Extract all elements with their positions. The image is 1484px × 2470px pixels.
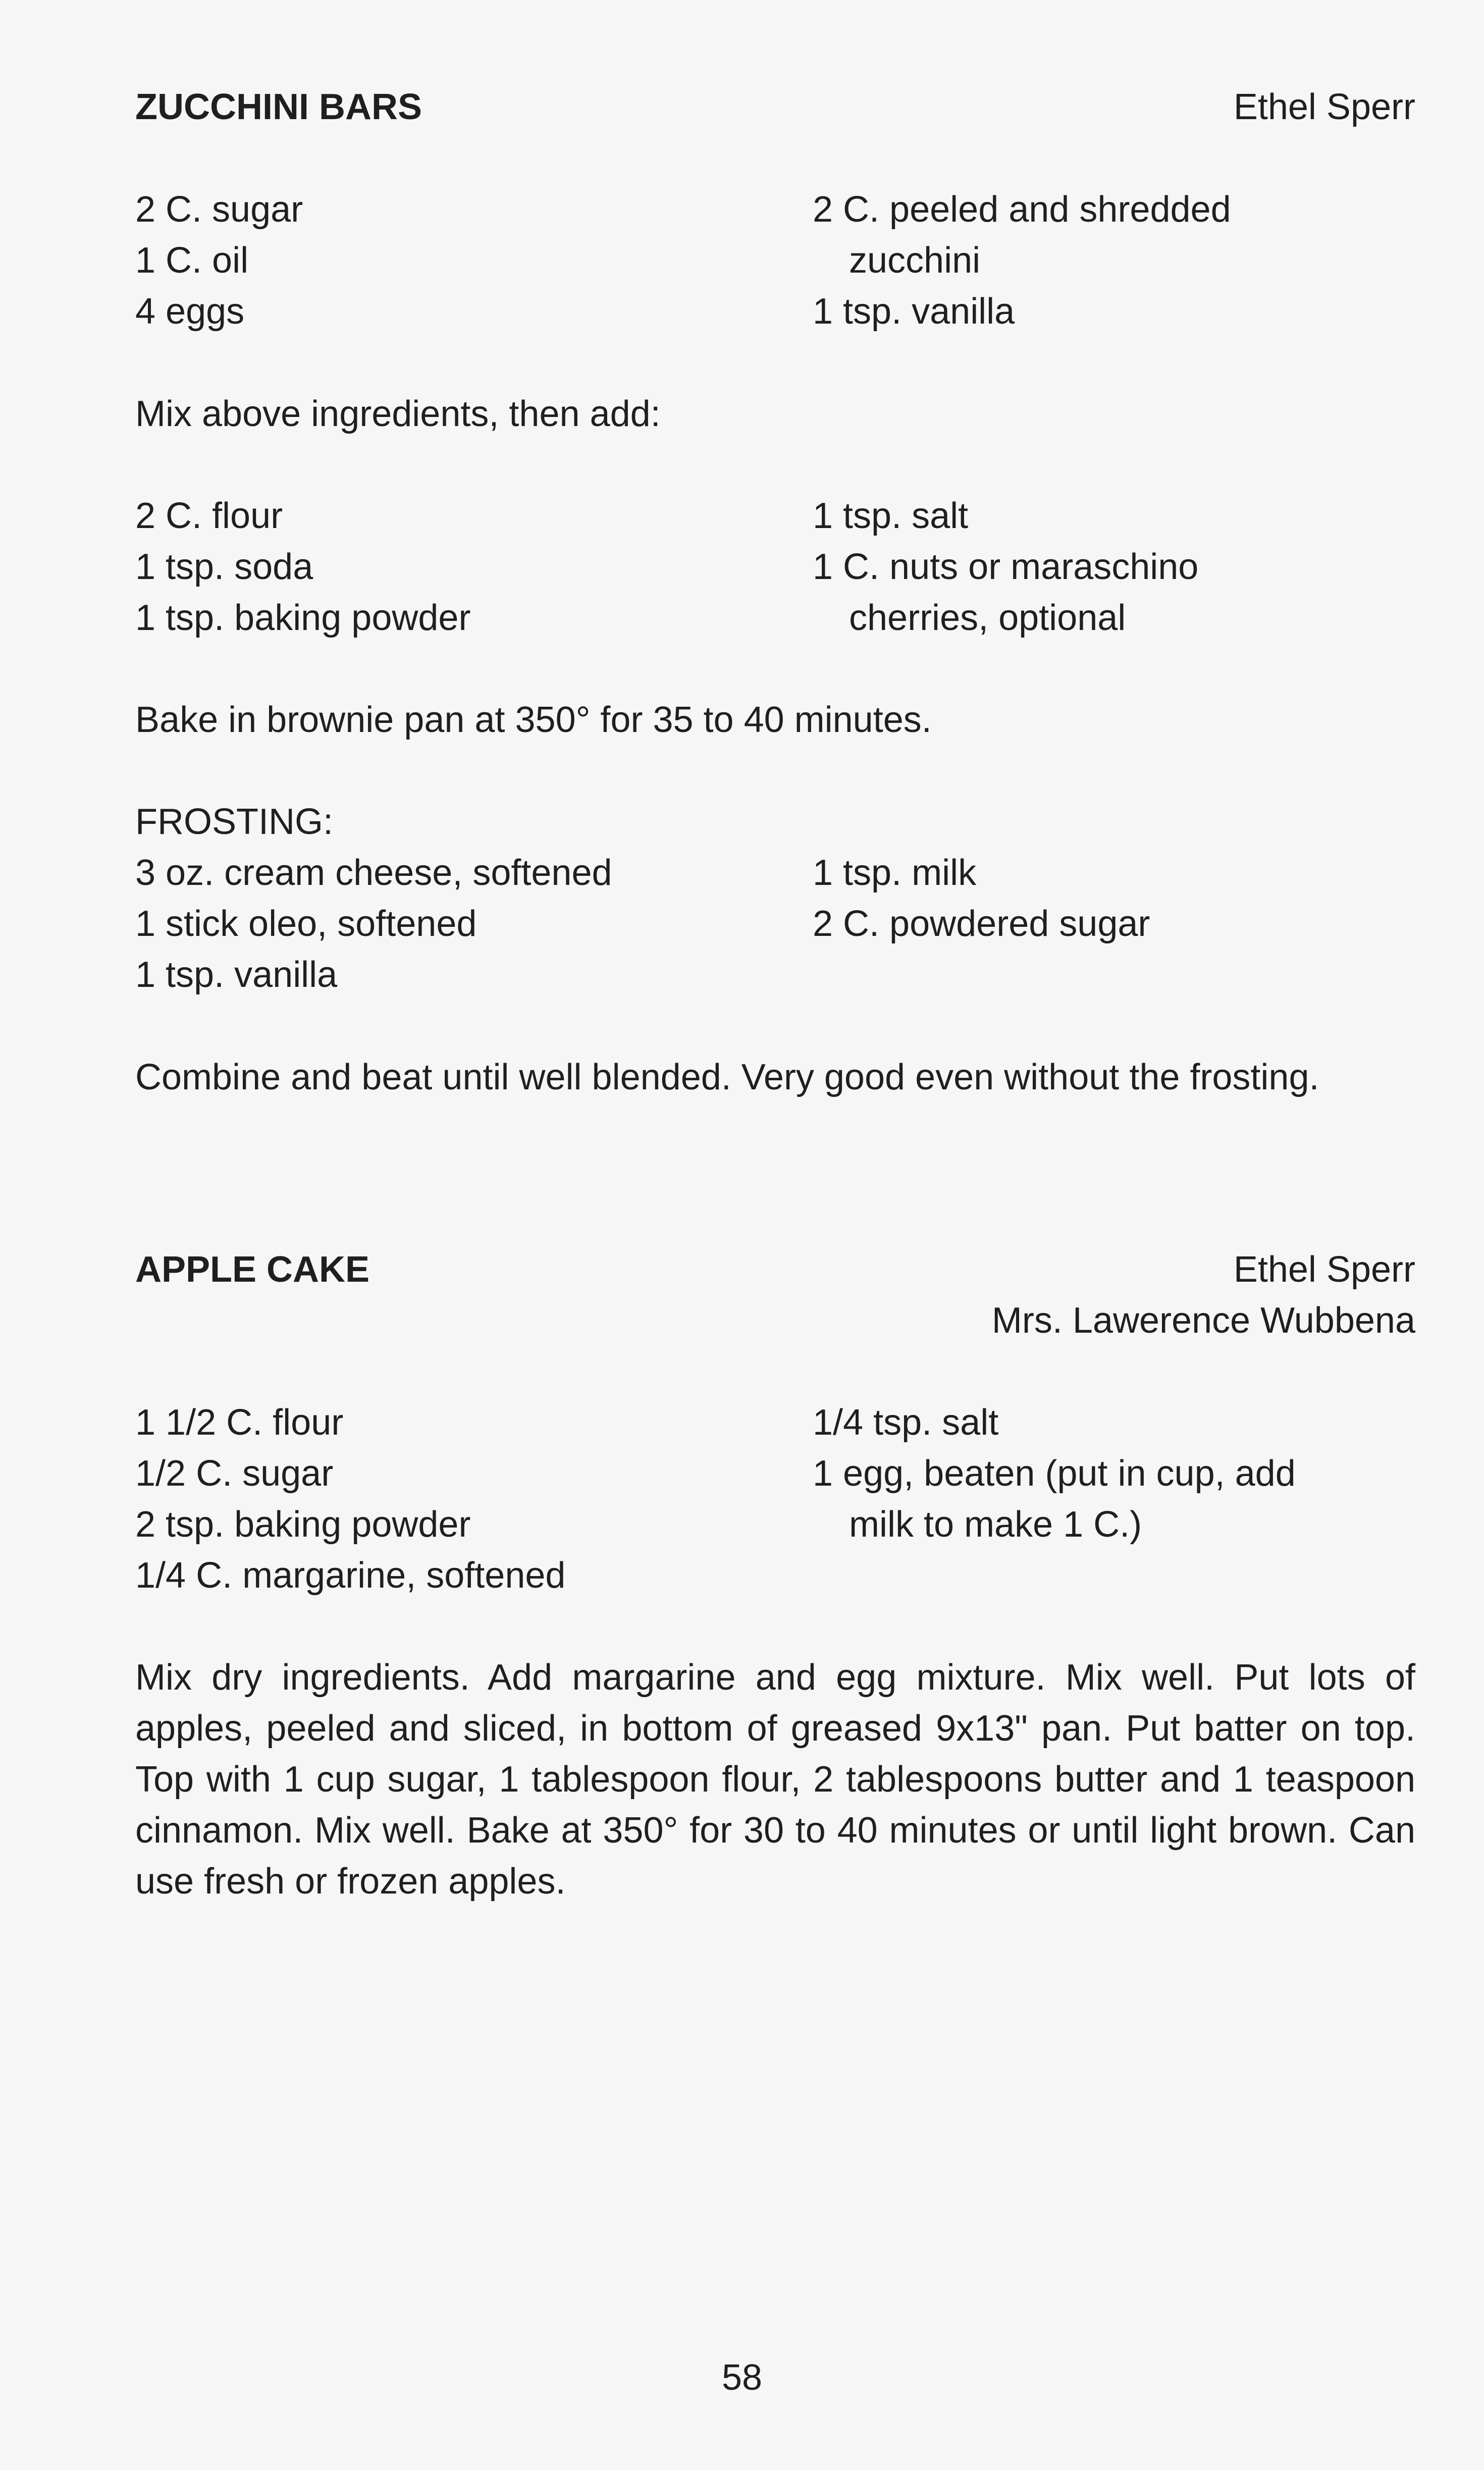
recipe-title-apple-cake: APPLE CAKE [135,1249,370,1290]
page-number: 58 [721,2357,763,2398]
ingredient: 1 1/2 C. flour [135,1402,344,1443]
ingredient-continuation: zucchini [849,240,981,281]
recipe-title-zucchini-bars: ZUCCHINI BARS [135,87,422,127]
ingredient-continuation: cherries, optional [849,598,1126,638]
ingredient: 2 tsp. baking powder [135,1504,471,1545]
ingredient: 1/4 C. margarine, softened [135,1555,566,1596]
ingredient: 2 C. powdered sugar [813,904,1150,944]
instruction-line: Mix above ingredients, then add: [135,394,661,434]
ingredient: 1 egg, beaten (put in cup, add [813,1453,1296,1494]
frosting-note: Combine and beat until well blended. Very good even without the frosting. [135,1057,1319,1097]
apple-cake-directions: Mix dry ingredients. Add margarine and egg mixture. Mix well. Put lots of apples, peeled and sliced, in bottom of greased 9x13" pan. Put batter on top. Top with 1 cup sugar, 1 tablespoon flour, 2 tablespoons butter and 1 teaspoon cinnamon. Mix well. Bake at 350° for 30 to 40 minutes or until light brown. Can use fresh or frozen apples. [135,1657,1415,1902]
ingredient-continuation: milk to make 1 C.) [849,1504,1142,1545]
ingredient: 2 C. flour [135,496,283,536]
ingredient: 4 eggs [135,291,245,332]
ingredient: 1 tsp. vanilla [813,291,1015,332]
ingredient: 1/4 tsp. salt [813,1402,999,1443]
ingredient: 3 oz. cream cheese, softened [135,853,612,893]
ingredient: 1/2 C. sugar [135,1453,334,1494]
ingredient: 1 tsp. soda [135,547,313,587]
ingredient: 1 C. oil [135,240,249,281]
ingredient: 2 C. sugar [135,189,303,230]
recipe-author-apple-cake-2: Mrs. Lawerence Wubbena [991,1300,1415,1341]
ingredient: 1 C. nuts or maraschino [813,547,1199,587]
recipe-author-apple-cake-1: Ethel Sperr [1233,1249,1415,1290]
ingredient: 1 tsp. baking powder [135,598,471,638]
ingredient: 1 stick oleo, softened [135,904,477,944]
recipe-author-zucchini: Ethel Sperr [1233,87,1415,127]
ingredient: 1 tsp. milk [813,853,977,893]
ingredient: 1 tsp. salt [813,496,969,536]
ingredient: 2 C. peeled and shredded [813,189,1231,230]
ingredient: 1 tsp. vanilla [135,955,338,995]
bake-instruction: Bake in brownie pan at 350° for 35 to 40 minutes. [135,700,932,740]
frosting-heading: FROSTING: [135,802,333,842]
